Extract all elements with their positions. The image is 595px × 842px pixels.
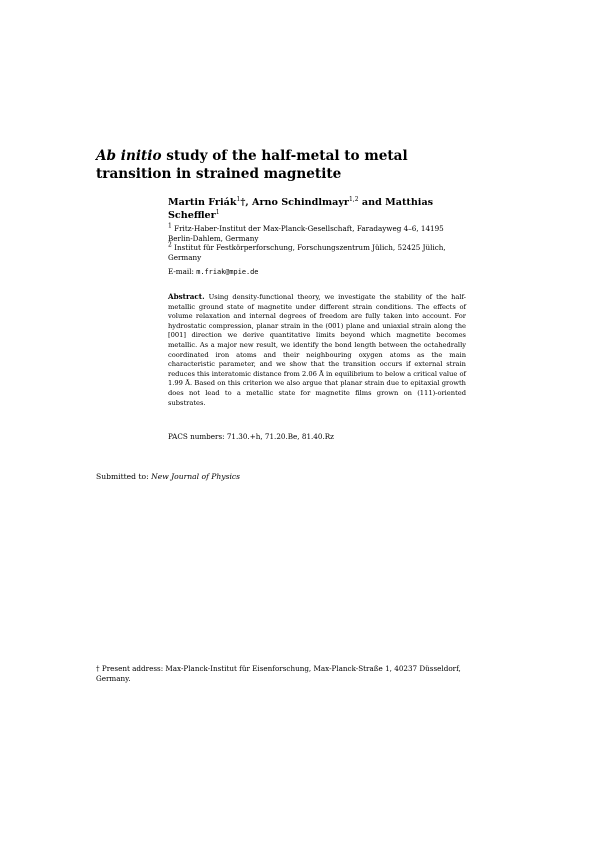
affiliation-1-mark: 1 xyxy=(168,222,172,230)
author-3-affiliation-mark: 1 xyxy=(215,208,220,216)
abstract-heading: Abstract. xyxy=(168,292,205,301)
author-separator-1: , xyxy=(245,197,253,208)
email-line xyxy=(168,267,468,277)
author-list xyxy=(168,197,468,222)
submitted-to xyxy=(96,472,476,482)
submitted-label: Submitted to: xyxy=(96,472,152,481)
affiliation-2 xyxy=(168,243,468,263)
author-1-name: Martin Friák xyxy=(168,197,237,208)
footnote xyxy=(96,664,468,684)
pacs-numbers: PACS numbers: 71.30.+h, 71.20.Be, 81.40.Rz xyxy=(168,432,334,441)
email-address-link[interactable]: m.friak@mpie.de xyxy=(196,268,259,276)
email-label: E-mail: xyxy=(168,267,197,276)
footnote-text: Present address: Max-Planck-Institut für Eisenforschung, Max-Planck-Straße 1, 40237 Düsseldorf, Germany. xyxy=(96,664,461,684)
footnote-mark: † xyxy=(96,664,100,673)
author-separator-2: and xyxy=(358,197,386,208)
title-italic-part: Ab initio xyxy=(96,148,162,164)
author-2-name: Arno Schindlmayr xyxy=(252,197,349,208)
affiliation-2-mark: 2 xyxy=(168,241,172,249)
author-1-footnote-mark: † xyxy=(240,197,246,208)
author-3-name: Matthias Scheffler xyxy=(168,197,434,221)
abstract xyxy=(168,292,466,408)
affiliation-1-text: Fritz-Haber-Institut der Max-Planck-Gesellschaft, Faradayweg 4–6, 14195 Berlin-Dahlem, Germany xyxy=(168,224,444,243)
author-1-affiliation-mark: 1 xyxy=(236,195,241,203)
affiliation-2-text: Institut für Festkörperforschung, Forschungszentrum Jülich, 52425 Jülich, Germany xyxy=(168,243,446,262)
affiliation-1 xyxy=(168,224,468,244)
title-rest: study of the half-metal to metal transition in strained magnetite xyxy=(96,148,408,182)
paper-title xyxy=(96,148,476,183)
author-2-affiliation-mark: 1,2 xyxy=(348,195,359,203)
journal-name: New Journal of Physics xyxy=(151,472,241,481)
abstract-text: Using density-functional theory, we investigate the stability of the half-metallic ground state of magnetite under different strain conditions. The effects of volume relaxation and internal degrees of freedom are fully taken into account. For hydrostatic compression, planar strain in the (001) plane and uniaxial strain along the [001] direction we derive quantitative limits beyond which magnetite becomes metallic. As a major new result, we identify the bond length between the octahedrally coordinated iron atoms and their neighbouring oxygen atoms as the main characteristic parameter, and we show that the transition occurs if external strain reduces this interatomic distance from 2.06 Å in equilibrium to below a critical value of 1.99 Å. Based on this criterion we also argue that planar strain due to epitaxial growth does not lead to a metallic state for magnetite films grown on (111)-oriented substrates. xyxy=(168,293,466,407)
